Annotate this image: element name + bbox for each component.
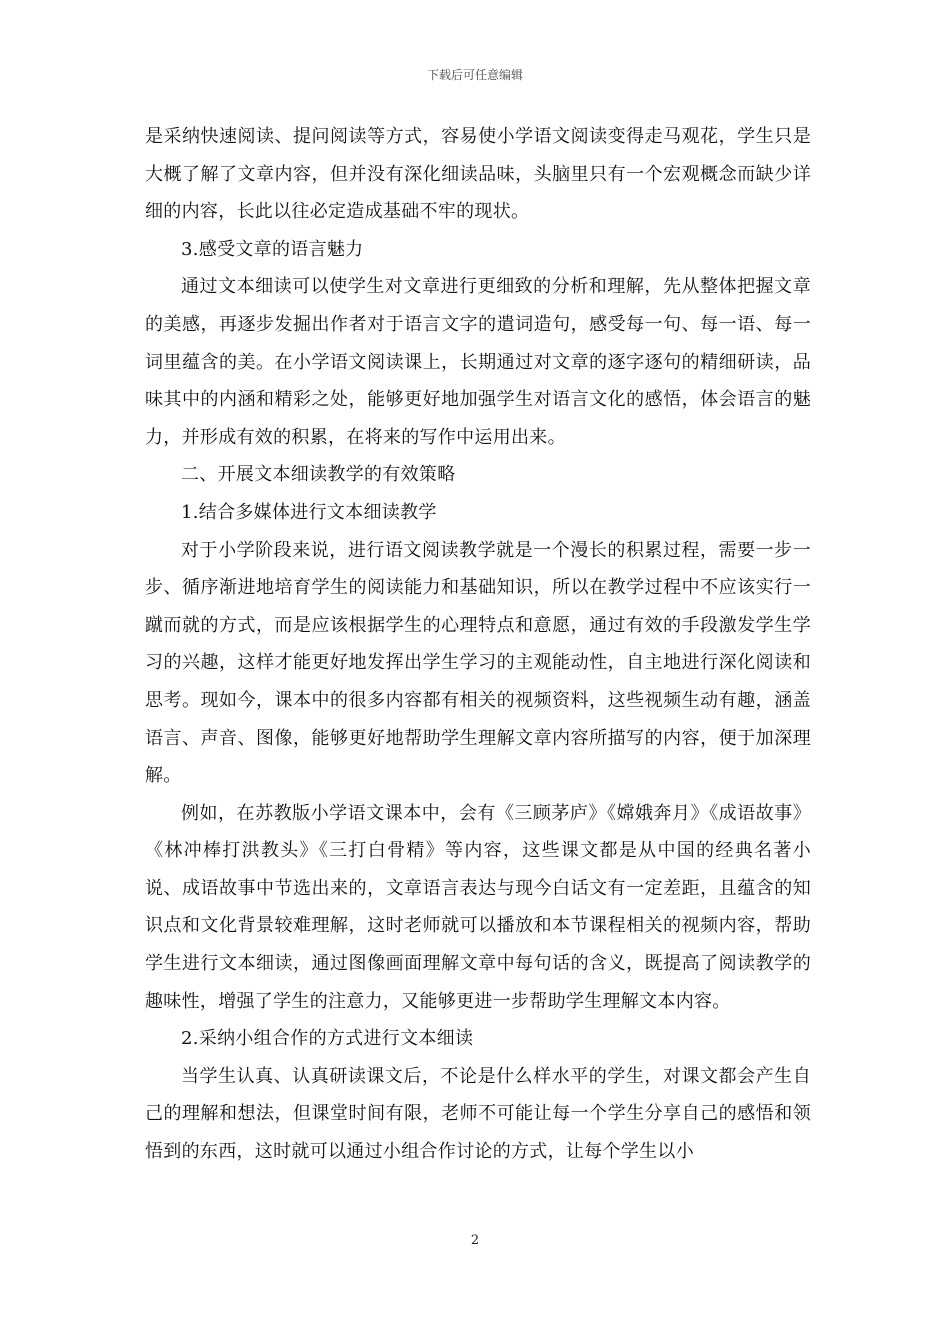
paragraph: 例如，在苏教版小学语文课本中，会有《三顾茅庐》《嫦娥奔月》《成语故事》《林冲棒打洪教头》《三打白骨精》等内容，这些课文都是从中国的经典名著小说、成语故事中节选出来的，文章语言表达与现今白话文有一定差距，且蕴含的知识点和文化背景较难理解，这时老师就可以播放和本节课程相关的视频内容，帮助学生进行文本细读，通过图像画面理解文章中每句话的含义，既提高了阅读教学的趣味性，增强了学生的注意力，又能够更进一步帮助学生理解文本内容。 [145,802,811,1012]
paragraph-continued: 是采纳快速阅读、提问阅读等方式，容易使小学语文阅读变得走马观花，学生只是大概了解了文章内容，但并没有深化细读品味，头脑里只有一个宏观概念而缺少详细的内容，长此以往必定造成基础不牢的现状。 [145,126,811,223]
paragraph: 通过文本细读可以使学生对文章进行更细致的分析和理解，先从整体把握文章的美感，再逐步发掘出作者对于语言文字的遣词造句，感受每一句、每一语、每一词里蕴含的美。在小学语文阅读课上，长期通过对文章的逐字逐句的精细研读，品味其中的内涵和精彩之处，能够更好地加强学生对语言文化的感悟，体会语言的魅力，并形成有效的积累，在将来的写作中运用出来。 [145,276,811,448]
page-header: 下载后可任意编辑 [426,68,523,82]
paragraph: 当学生认真、认真研读课文后，不论是什么样水平的学生，对课文都会产生自己的理解和想法，但课堂时间有限，老师不可能让每一个学生分享自己的感悟和领悟到的东西，这时就可以通过小组合作讨论的方式，让每个学生以小 [145,1065,811,1163]
document-body [145,118,811,1171]
section-heading-2: 2.采纳小组合作的方式进行文本细读 [181,1028,474,1050]
section-heading-3: 3.感受文章的语言魅力 [181,238,364,260]
page-number: 2 [470,1233,480,1248]
section-heading-1: 1.结合多媒体进行文本细读教学 [181,501,437,523]
chapter-heading-2: 二、开展文本细读教学的有效策略 [181,464,456,486]
paragraph: 对于小学阶段来说，进行语文阅读教学就是一个漫长的积累过程，需要一步一步、循序渐进地培育学生的阅读能力和基础知识，所以在教学过程中不应该实行一蹴而就的方式，而是应该根据学生的心理特点和意愿，通过有效的手段激发学生学习的兴趣，这样才能更好地发挥出学生学习的主观能动性，自主地进行深化阅读和思考。现如今，课本中的很多内容都有相关的视频资料，这些视频生动有趣，涵盖语言、声音、图像，能够更好地帮助学生理解文章内容所描写的内容，便于加深理解。 [145,539,811,787]
